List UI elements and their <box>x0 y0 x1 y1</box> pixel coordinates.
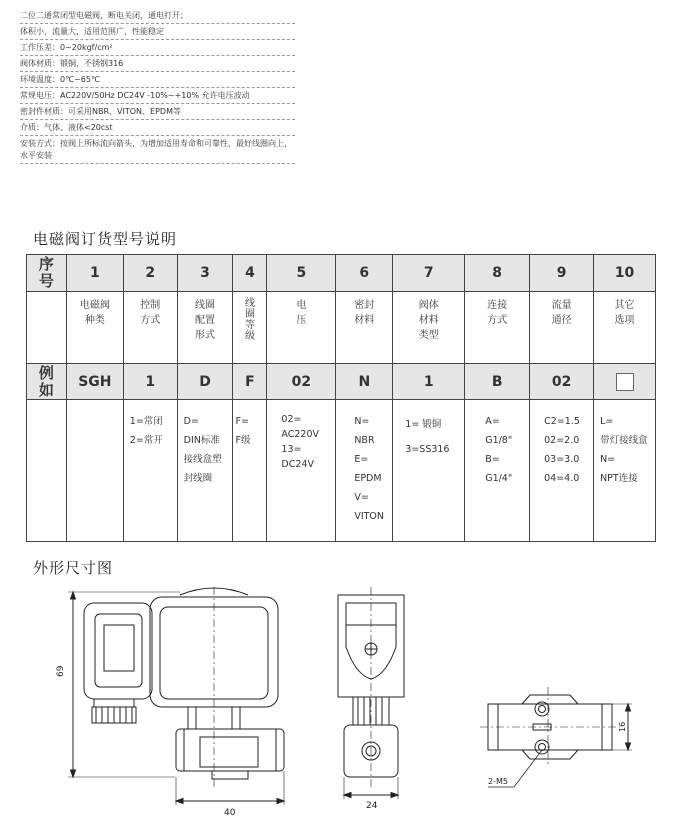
col-number: 3 <box>177 255 233 292</box>
value-cell: C2=1.5 02=2.0 03=3.0 04=4.0 <box>530 400 594 542</box>
dimension-drawing <box>0 587 681 837</box>
front-view <box>56 587 284 818</box>
number-row <box>27 255 656 292</box>
col-number: 9 <box>530 255 594 292</box>
example-option-box <box>594 364 656 400</box>
header-label: 序号 <box>27 255 67 292</box>
meaning-cell: 阀体 材料 类型 <box>393 292 465 364</box>
meaning-cell: 密封 材料 <box>336 292 393 364</box>
order-code-table <box>26 254 656 542</box>
spec-line: 阀体材质：锻铜，不锈钢316 <box>20 56 295 72</box>
dim-width-front-label: 40 <box>224 808 236 818</box>
value-cell: A= G1/8" B= G1/4" <box>465 400 530 542</box>
dim-bottom-label: 16 <box>618 721 627 732</box>
example-cell: SGH <box>66 364 123 400</box>
example-row <box>27 364 656 400</box>
example-cell: 1 <box>393 364 465 400</box>
spec-line: 体积小，流量大，适用范围广，性能稳定 <box>20 24 295 40</box>
spec-line: 常规电压：AC220V/50Hz DC24V -10%~+10% 允许电压波动 <box>20 88 295 104</box>
col-number: 8 <box>465 255 530 292</box>
example-cell: 02 <box>267 364 336 400</box>
col-number: 6 <box>336 255 393 292</box>
meaning-cell: 流量 通径 <box>530 292 594 364</box>
bottom-view <box>480 687 632 787</box>
value-cell: N= NBR E= EPDM V= VITON <box>336 400 393 542</box>
col-number: 10 <box>594 255 656 292</box>
dimension-title: 外形尺寸图 <box>33 559 114 577</box>
col-number: 2 <box>123 255 177 292</box>
spec-line: 密封件材质：可采用NBR、VITON、EPDM等 <box>20 104 295 120</box>
example-cell: B <box>465 364 530 400</box>
example-cell: 02 <box>530 364 594 400</box>
meaning-cell: 其它 选项 <box>594 292 656 364</box>
meaning-row <box>27 292 656 364</box>
col-number: 5 <box>267 255 336 292</box>
dim-height-label: 69 <box>56 665 66 677</box>
option-checkbox <box>616 373 634 391</box>
meaning-cell: 线圈 配置 形式 <box>177 292 233 364</box>
values-row <box>27 400 656 542</box>
example-cell: D <box>177 364 233 400</box>
example-cell: N <box>336 364 393 400</box>
col-number: 1 <box>66 255 123 292</box>
value-cell: 1= 锻铜 3=SS316 <box>393 400 465 542</box>
meaning-cell: 电磁阀 种类 <box>66 292 123 364</box>
col-number: 7 <box>393 255 465 292</box>
dim-width-side-label: 24 <box>366 801 378 811</box>
order-title: 电磁阀订货型号说明 <box>33 230 178 248</box>
port-label: 2-M5 <box>488 777 508 786</box>
meaning-cell: 线 圈 等 级 <box>233 292 267 364</box>
value-cell: D= DIN标准 接线盒塑 封线圈 <box>177 400 233 542</box>
spec-line: 环境温度：0℃~65℃ <box>20 72 295 88</box>
spec-line: 安装方式：按阀上所标流向箭头，为增加适用寿命和可靠性，最好线圈向上，水平安装 <box>20 136 295 164</box>
value-cell: 02= AC220V 13= DC24V <box>267 400 336 542</box>
value-cell: F= F级 <box>233 400 267 542</box>
meaning-cell: 连接 方式 <box>465 292 530 364</box>
example-cell: 1 <box>123 364 177 400</box>
meaning-cell: 控制 方式 <box>123 292 177 364</box>
side-view <box>338 587 404 811</box>
example-label: 例如 <box>27 364 67 400</box>
spec-list <box>20 8 295 164</box>
meaning-cell: 电 压 <box>267 292 336 364</box>
example-cell: F <box>233 364 267 400</box>
value-cell: L= 带灯接线盒 N= NPT连接 <box>594 400 656 542</box>
spec-line: 介质：气体、液体<20cst <box>20 120 295 136</box>
col-number: 4 <box>233 255 267 292</box>
spec-line: 二位二通常闭型电磁阀，断电关闭，通电打开； <box>20 8 295 24</box>
value-cell: 1=常闭 2=常开 <box>123 400 177 542</box>
spec-line: 工作压差：0~20kgf/cm² <box>20 40 295 56</box>
